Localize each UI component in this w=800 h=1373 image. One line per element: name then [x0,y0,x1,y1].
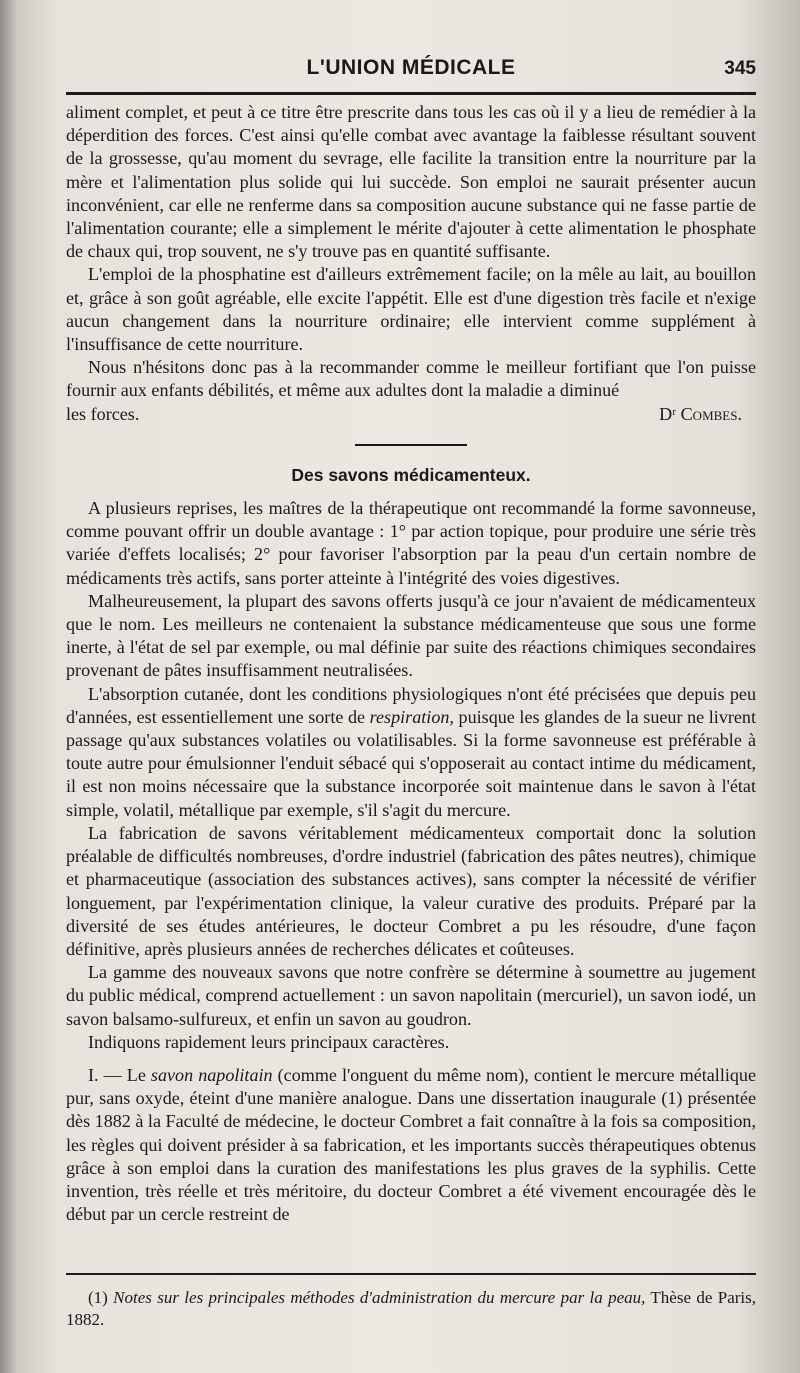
emphasis-savon-napolitain: savon napolitain [150,1064,273,1085]
closing-text: les forces. [66,403,140,424]
text-run: (comme l'onguent du même nom), contient le mercure métallique pur, sans oxyde, éteint d'une manière analogue. Dans une dissertation inaugurale (1) présentée dès 1882 à la Faculté de médecine, le docteur Combret a fait connaître à la fois sa composition, les règles qui doivent présider à sa fabrication, et les importants succès thérapeutiques obtenus grâce à son emploi dans la curation des manifestations les plus graves de la syphilis. Cette invention, très réelle et très méritoire, du docteur Combret a été vivement encouragée dès le début par un cercle restreint de [66,1064,756,1225]
paragraph-malheureusement: Malheureusement, la plupart des savons offerts jusqu'à ce jour n'avaient de médicamenteux que le nom. Les meilleurs ne contenaient la substance médicamenteuse que sous une forme inerte, à l'état de sel par exemple, ou mal définie par suite des réactions chimiques secondaires provenant de pâtes insuffisamment neutralisées. [66,590,756,681]
paragraph-recommendation: Nous n'hésitons donc pas à la recommander comme le meilleur fortifiant que l'on puisse fournir aux enfants débilités, et même aux adultes dont la maladie a diminué [66,357,756,401]
footnote [66,1287,756,1331]
running-title: L'UNION MÉDICALE [306,56,516,79]
signature-prefix: Dʳ [659,403,677,424]
text-run: I. — Le [88,1064,151,1085]
text-run: L'absorption cutanée, dont les conditions physiologiques n'ont été précisées que depuis peu d'années, est essentiellement une sorte de [66,683,756,727]
page-number: 345 [724,58,756,79]
page-header [66,50,756,90]
header-rule [66,92,756,95]
paragraph-continuation: aliment complet, et peut à ce titre être prescrite dans tous les cas où il y a lieu de remédier à la déperdition des forces. C'est ainsi qu'elle combat avec avantage la faiblesse résultant souvent de la grossesse, qu'au moment du sevrage, elle facilite la transition entre la nourriture par la mère et l'alimentation plus solide qui lui succède. Son emploi ne saurait présenter aucun inconvénient, car elle ne renferme dans sa composition aucune substance qui ne fasse partie de l'alimentation courante; elle a simplement le mérite d'ajouter à cette alimentation le phosphate de chaux qui, trop souvent, ne s'y trouve pas en quantité suffisante. [66,102,756,262]
text-run: puisque les glandes de la sueur ne livrent passage qu'aux substances volatiles ou volatilisables. Si la forme savonneuse est préférable à toute autre pour émulsionner l'enduit sébacé qui s'opposerait au contact intime du médicament, il est non moins nécessaire que la substance incorporée soit maintenue dans le savon à l'état simple, volatil, métallique par exemple, s'il s'agit du mercure. [66,706,756,820]
footnote-source: Thèse de Paris, 1882. [66,1288,756,1329]
article-body [66,101,756,1226]
section-title: Des savons médicamenteux. [291,464,531,485]
paragraph-gamme: La gamme des nouveaux savons que notre confrère se détermine à soumettre au jugement du public médical, comprend actuellement : un savon napolitain (mercuriel), un savon iodé, un savon balsamo-sulfureux, et enfin un savon au goudron. [66,962,756,1029]
author-signature [659,403,756,426]
paragraph-indiquons: Indiquons rapidement leurs principaux caractères. [88,1031,450,1052]
paragraph-absorption [66,683,756,822]
footnote-title: Notes sur les principales méthodes d'administration du mercure par la peau, [113,1288,646,1307]
paragraph-savon-napolitain [66,1064,756,1226]
footnote-rule [66,1273,756,1275]
closing-line [66,403,756,426]
footnote-marker: (1) [88,1288,114,1307]
spacer [66,1054,756,1064]
paragraph-phosphatine-use: L'emploi de la phosphatine est d'ailleurs extrêmement facile; on la mêle au lait, au bouillon et, grâce à son goût agréable, elle excite l'appétit. Elle est d'une digestion très facile et n'exige aucun changement dans la nourriture ordinaire; elle intervient comme supplément à l'insuffisance de cette nourriture. [66,264,756,355]
signature-name: Combes. [680,403,742,424]
section-divider [355,444,467,446]
paragraph-fabrication: La fabrication de savons véritablement médicamenteux comportait donc la solution préalable de difficultés nombreuses, d'ordre industriel (fabrication des pâtes neutres), chimique et pharmaceutique (association des substances actives), sans compter la nécessité de vérifier longuement, par l'expérimentation clinique, la valeur curative des produits. Préparé par la diversité de ses études antérieures, le docteur Combret a pu les résoudre, d'une façon définitive, après plusieurs années de recherches délicates et coûteuses. [66,822,756,959]
paragraph-double-advantage: A plusieurs reprises, les maîtres de la thérapeutique ont recommandé la forme savonneuse, comme pouvant offrir un double avantage : 1° par action topique, pour produire une série très variée d'effets localisés; 2° pour favoriser l'absorption par la peau d'un certain nombre de médicaments très actifs, sans porter atteinte à l'intégrité des voies digestives. [66,498,756,588]
emphasis-respiration: respiration, [369,706,454,727]
